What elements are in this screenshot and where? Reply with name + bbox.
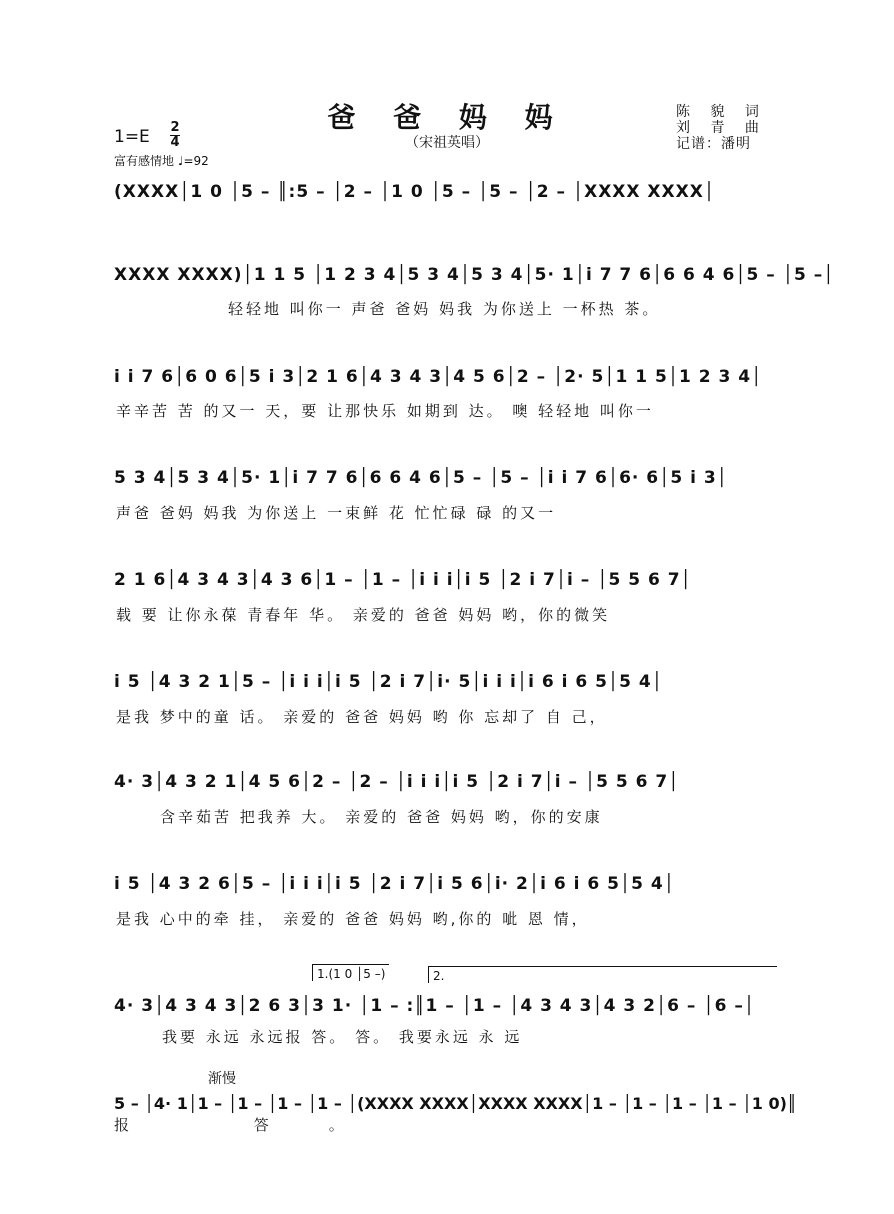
- score-line-2-lyrics: 轻轻地 叫你一 声爸 爸妈 妈我 为你送上 一杯热 茶。: [228, 300, 661, 318]
- score-line-3-lyrics: 辛辛苦 苦 的又一 天，要 让那快乐 如期到 达。 噢 轻轻地 叫你一: [116, 402, 654, 420]
- ritardando-mark: 渐慢: [208, 1071, 236, 1087]
- second-ending-bracket: 2.: [428, 966, 777, 983]
- score-line-4-lyrics: 声爸 爸妈 妈我 为你送上 一束鲜 花 忙忙碌 碌 的又一: [116, 504, 557, 522]
- score-line-5-lyrics: 载 要 让你永葆 青春年 华。 亲爱的 爸爸 妈妈 哟，你的微笑: [116, 606, 611, 624]
- key-signature: 1=E: [114, 127, 150, 147]
- time-signature-bottom: 4: [170, 135, 180, 150]
- score-line-7-notes: 4· 3│4 3 2 1│4 5 6│2 – │2 – │i i i│i 5 │2 i 7│i – │5 5 6 7│: [114, 772, 680, 792]
- score-line-4-notes: 5 3 4│5 3 4│5· 1│i 7 7 6│6 6 4 6│5 – │5 – │i i 7 6│6· 6│5 i 3│: [114, 468, 728, 488]
- score-line-9-notes: 4· 3│4 3 4 3│2 6 3│3 1· │1 – :║1 – │1 – │4 3 4 3│4 3 2│6 – │6 –│: [114, 996, 756, 1016]
- score-line-9-lyrics: 我要 永远 永远报 答。 答。 我要永远 永 远: [162, 1028, 523, 1046]
- score-line-8-lyrics: 是我 心中的牵 挂， 亲爱的 爸爸 妈妈 哟,你的 呲 恩 情，: [116, 910, 590, 928]
- score-line-5-notes: 2 1 6│4 3 4 3│4 3 6│1 – │1 – │i i i│i 5 │2 i 7│i – │5 5 6 7│: [114, 570, 692, 590]
- score-line-6-lyrics: 是我 梦中的童 话。 亲爱的 爸爸 妈妈 哟 你 忘却了 自 己，: [116, 708, 608, 726]
- transcriber-credit: 记谱：潘明: [676, 136, 751, 152]
- score-line-10-lyrics: 报 答。: [114, 1116, 404, 1134]
- lyricist-credit: 陈 貌 词: [676, 104, 767, 120]
- score-line-1-notes: (XXXX│1 0 │5 – ║:5 – │2 – │1 0 │5 – │5 – │2 – │XXXX XXXX│: [114, 182, 716, 202]
- score-line-10-notes: 5 – │4· 1│1 – │1 – │1 – │1 – │(XXXX XXXX│XXXX XXXX│1 – │1 – │1 – │1 – │1 0)║: [114, 1094, 797, 1113]
- score-line-2-notes: XXXX XXXX)│1 1 5 │1 2 3 4│5 3 4│5 3 4│5· 1│i 7 7 6│6 6 4 6│5 – │5 –│: [114, 265, 835, 285]
- score-line-7-lyrics: 含辛茹苦 把我养 大。 亲爱的 爸爸 妈妈 哟，你的安康: [160, 808, 603, 826]
- first-ending-bracket: 1.(1 0 │5 –): [312, 964, 389, 981]
- time-signature: [170, 122, 180, 149]
- score-line-3-notes: i i 7 6│6 0 6│5 i 3│2 1 6│4 3 4 3│4 5 6│2 – │2· 5│1 1 5│1 2 3 4│: [114, 367, 763, 387]
- score-line-8-notes: i 5 │4 3 2 6│5 – │i i i│i 5 │2 i 7│i 5 6│i· 2│i 6 i 6 5│5 4│: [114, 874, 675, 894]
- time-signature-top: 2: [170, 120, 180, 135]
- singer-credit: （宋祖英唱）: [405, 135, 489, 151]
- expression-mark: 富有感情地 ♩=92: [114, 154, 209, 168]
- composer-credit: 刘 青 曲: [676, 120, 767, 136]
- score-line-6-notes: i 5 │4 3 2 1│5 – │i i i│i 5 │2 i 7│i· 5│i i i│i 6 i 6 5│5 4│: [114, 672, 663, 692]
- song-title: 爸 爸 妈 妈: [327, 101, 567, 134]
